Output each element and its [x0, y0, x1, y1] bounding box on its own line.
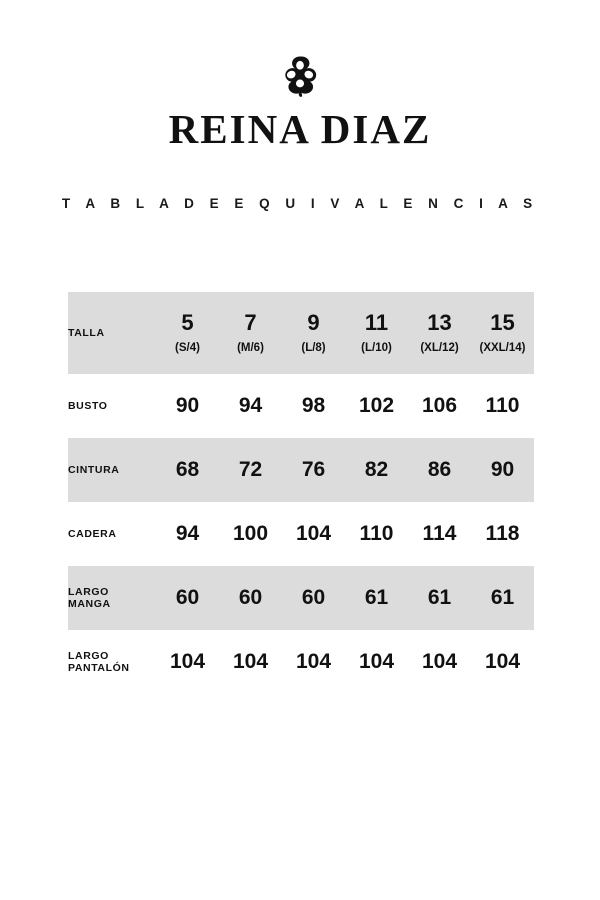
- table-row: [68, 630, 534, 694]
- row-label-line1: BUSTO: [68, 399, 108, 412]
- cell-largo-manga-1: 60: [156, 566, 219, 630]
- table-header-row: [68, 292, 534, 374]
- row-label-line2: MANGA: [68, 598, 111, 610]
- header-row-label: [68, 292, 156, 374]
- cell-largo-pantalon-6: 104: [471, 630, 534, 694]
- row-label-busto: [68, 374, 156, 438]
- row-label-largo-pantalon: [68, 630, 156, 694]
- table-row: [68, 374, 534, 438]
- row-label-cintura: [68, 438, 156, 502]
- clover-flower-logo-icon: [273, 48, 327, 102]
- cell-cintura-5: 86: [408, 438, 471, 502]
- cell-cintura-3: 76: [282, 438, 345, 502]
- row-label-cadera: [68, 502, 156, 566]
- row-label-largo-manga: [68, 566, 156, 630]
- size-alt-3: (L/8): [301, 341, 326, 354]
- header-label-text: TALLA: [68, 326, 105, 339]
- size-main-2: 7: [244, 309, 257, 335]
- cell-cadera-5: 114: [408, 502, 471, 566]
- size-main-5: 13: [427, 309, 452, 335]
- size-alt-6: (XXL/14): [479, 341, 526, 354]
- page-subtitle: T A B L A D E E Q U I V A L E N C I A S: [61, 196, 539, 211]
- cell-largo-manga-5: 61: [408, 566, 471, 630]
- cell-largo-pantalon-4: 104: [345, 630, 408, 694]
- size-main-1: 5: [181, 309, 194, 335]
- row-label-line2: PANTALÓN: [68, 662, 130, 674]
- cell-cintura-1: 68: [156, 438, 219, 502]
- size-alt-5: (XL/12): [420, 341, 459, 354]
- header-cell-size-2: [219, 292, 282, 374]
- table-row: [68, 438, 534, 502]
- size-main-3: 9: [307, 309, 320, 335]
- table-row: [68, 502, 534, 566]
- cell-largo-pantalon-2: 104: [219, 630, 282, 694]
- header-cell-size-3: [282, 292, 345, 374]
- row-label-line1: LARGO: [68, 585, 109, 598]
- cell-cintura-4: 82: [345, 438, 408, 502]
- cell-cintura-2: 72: [219, 438, 282, 502]
- size-main-4: 11: [364, 309, 389, 335]
- cell-largo-pantalon-1: 104: [156, 630, 219, 694]
- size-alt-1: (S/4): [175, 341, 200, 354]
- size-alt-4: (L/10): [361, 341, 392, 354]
- cell-largo-pantalon-3: 104: [282, 630, 345, 694]
- cell-cadera-1: 94: [156, 502, 219, 566]
- cell-busto-2: 94: [219, 374, 282, 438]
- header-cell-size-1: [156, 292, 219, 374]
- row-label-line1: LARGO: [68, 649, 109, 662]
- cell-busto-6: 110: [471, 374, 534, 438]
- row-label-line1: CADERA: [68, 527, 117, 540]
- cell-cadera-6: 118: [471, 502, 534, 566]
- cell-largo-manga-3: 60: [282, 566, 345, 630]
- cell-largo-manga-2: 60: [219, 566, 282, 630]
- cell-largo-pantalon-5: 104: [408, 630, 471, 694]
- cell-cadera-4: 110: [345, 502, 408, 566]
- header-cell-size-4: [345, 292, 408, 374]
- cell-busto-5: 106: [408, 374, 471, 438]
- cell-cadera-2: 100: [219, 502, 282, 566]
- size-main-6: 15: [490, 309, 515, 335]
- brand-block: [0, 48, 600, 151]
- cell-busto-1: 90: [156, 374, 219, 438]
- cell-cadera-3: 104: [282, 502, 345, 566]
- size-equivalence-table: [68, 292, 534, 694]
- row-label-line1: CINTURA: [68, 463, 120, 476]
- table-row: [68, 566, 534, 630]
- cell-cintura-6: 90: [471, 438, 534, 502]
- size-alt-2: (M/6): [237, 341, 264, 354]
- cell-largo-manga-4: 61: [345, 566, 408, 630]
- cell-largo-manga-6: 61: [471, 566, 534, 630]
- size-table-container: [68, 292, 534, 694]
- header-cell-size-6: [471, 292, 534, 374]
- header-cell-size-5: [408, 292, 471, 374]
- brand-name: REINA DIAZ: [168, 106, 432, 152]
- cell-busto-4: 102: [345, 374, 408, 438]
- cell-busto-3: 98: [282, 374, 345, 438]
